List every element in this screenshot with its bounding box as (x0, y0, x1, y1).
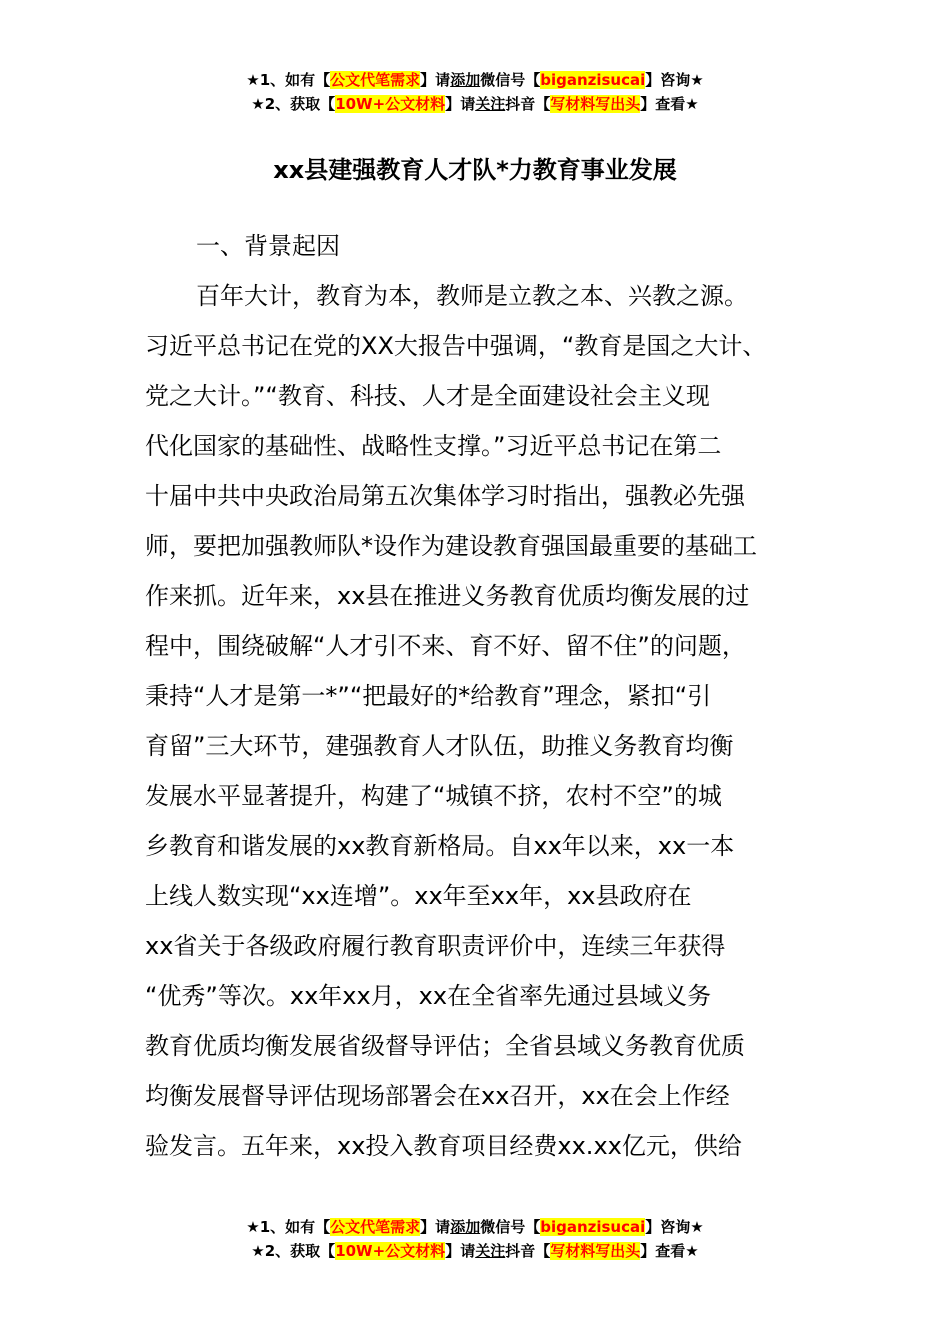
promo-text: 微信号【 (480, 71, 541, 89)
paragraph-line: 发展水平显著提升，构建了“城镇不挤，农村不空”的城 (145, 782, 722, 810)
promo-wechat-id: biganzisucai (540, 71, 646, 89)
footer-promo-line-1 (0, 1215, 950, 1239)
paragraph-line: 验发言。五年来，xx投入教育项目经费xx.xx亿元，供给 (145, 1132, 742, 1160)
promo-underlined: 添加 (450, 1218, 481, 1236)
promo-underlined: 关注 (475, 95, 506, 113)
promo-text: ★2、获取【 (251, 1242, 336, 1260)
promo-text: 微信号【 (480, 1218, 541, 1236)
paragraph-line: 十届中共中央政治局第五次集体学习时指出，强教必先强 (145, 482, 745, 510)
paragraph-line: 党之大计。”“教育、科技、人才是全面建设社会主义现 (145, 382, 710, 410)
paragraph-line: 教育优质均衡发展省级督导评估；全省县域义务教育优质 (145, 1032, 745, 1060)
paragraph-line: 育留”三大环节，建强教育人才队伍，助推义务教育均衡 (145, 732, 734, 760)
paragraph-line: 程中，围绕破解“人才引不来、育不好、留不住”的问题， (145, 632, 746, 660)
paragraph-line: 百年大计，教育为本，教师是立教之本、兴教之源。 (196, 282, 748, 310)
promo-text: ★1、如有【 (246, 1218, 331, 1236)
promo-text: 】请 (445, 95, 476, 113)
promo-underlined: 添加 (450, 71, 481, 89)
paragraph-line: 乡教育和谐发展的xx教育新格局。自xx年以来，xx一本 (145, 832, 735, 860)
promo-text: 】请 (445, 1242, 476, 1260)
promo-text: 】请 (420, 71, 451, 89)
promo-highlight: 公文代笔需求 (330, 1218, 421, 1236)
promo-text: 】请 (420, 1218, 451, 1236)
footer-promo-banner (0, 1215, 950, 1263)
promo-text: 】查看★ (640, 95, 699, 113)
header-promo-line-2 (0, 92, 950, 116)
body-paragraph (145, 278, 835, 1178)
promo-text: 】咨询★ (645, 1218, 704, 1236)
promo-text: ★1、如有【 (246, 71, 331, 89)
footer-promo-line-2 (0, 1239, 950, 1263)
promo-text: 抖音【 (505, 95, 551, 113)
paragraph-line: 均衡发展督导评估现场部署会在xx召开，xx在会上作经 (145, 1082, 730, 1110)
header-promo-line-1 (0, 68, 950, 92)
promo-text: ★2、获取【 (251, 95, 336, 113)
paragraph-line: 上线人数实现“xx连增”。xx年至xx年，xx县政府在 (145, 882, 692, 910)
paragraph-line: 作来抓。近年来，xx县在推进义务教育优质均衡发展的过 (145, 582, 750, 610)
promo-highlight: 10W+公文材料 (335, 1242, 446, 1260)
promo-wechat-id: biganzisucai (540, 1218, 646, 1236)
document-title: xx县建强教育人才队*力教育事业发展 (273, 156, 677, 184)
promo-text: 抖音【 (505, 1242, 551, 1260)
section-heading: 一、背景起因 (196, 232, 340, 260)
promo-douyin-account: 写材料写出头 (550, 1242, 641, 1260)
promo-text: 】查看★ (640, 1242, 699, 1260)
paragraph-line: 代化国家的基础性、战略性支撑。”习近平总书记在第二 (145, 432, 722, 460)
paragraph-line: “优秀”等次。xx年xx月，xx在全省率先通过县域义务 (145, 982, 712, 1010)
promo-underlined: 关注 (475, 1242, 506, 1260)
promo-highlight: 10W+公文材料 (335, 95, 446, 113)
paragraph-line: 师，要把加强教师队*设作为建设教育强国最重要的基础工 (145, 532, 757, 560)
paragraph-line: 习近平总书记在党的XX大报告中强调，“教育是国之大计、 (145, 332, 767, 360)
promo-text: 】咨询★ (645, 71, 704, 89)
promo-douyin-account: 写材料写出头 (550, 95, 641, 113)
paragraph-line: xx省关于各级政府履行教育职责评价中，连续三年获得 (145, 932, 726, 960)
promo-highlight: 公文代笔需求 (330, 71, 421, 89)
paragraph-line: 秉持“人才是第一*”“把最好的*给教育”理念，紧扣“引 (145, 682, 712, 710)
header-promo-banner (0, 68, 950, 116)
